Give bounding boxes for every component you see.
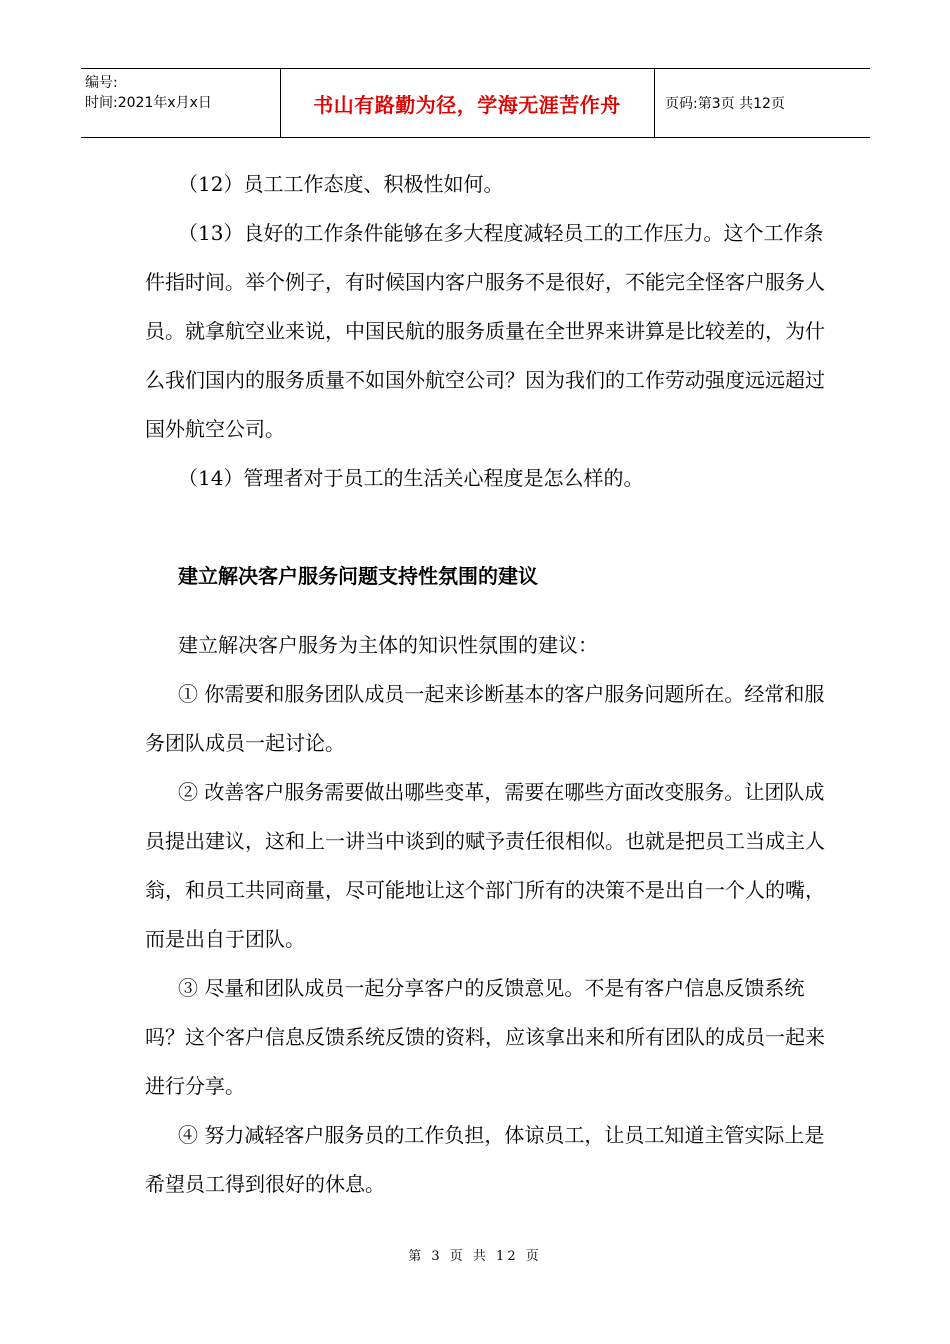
header-meta xyxy=(85,73,212,113)
header-motto: 书山有路勤为径，学海无涯苦作舟 xyxy=(313,92,621,117)
paragraph-14: （14）管理者对于员工的生活关心程度是怎么样的。 xyxy=(178,466,644,490)
suggestion-item-4: ④ 努力减轻客户服务员的工作负担，体谅员工，让员工知道主管实际上是希望员工得到很好的休息。 xyxy=(145,1123,825,1196)
document-number-label: 编号: xyxy=(85,75,118,91)
suggestion-item-1: ① 你需要和服务团队成员一起来诊断基本的客户服务问题所在。经常和服务团队成员一起讨论。 xyxy=(145,682,825,755)
section-heading: 建立解决客户服务问题支持性氛围的建议 xyxy=(178,564,538,588)
section-intro: 建立解决客户服务为主体的知识性氛围的建议： xyxy=(178,633,598,657)
header-page-number: 页码:第3页 共12页 xyxy=(665,96,785,112)
page-footer: 第 3 页 共 12 页 xyxy=(408,1249,542,1264)
paragraph-12: （12）员工工作态度、积极性如何。 xyxy=(178,172,504,196)
suggestion-item-3: ③ 尽量和团队成员一起分享客户的反馈意见。不是有客户信息反馈系统吗？这个客户信息反馈系统反馈的资料，应该拿出来和所有团队的成员一起来进行分享。 xyxy=(145,976,825,1098)
document-header xyxy=(81,68,870,138)
paragraph-13: （13）良好的工作条件能够在多大程度减轻员工的工作压力。这个工作条件指时间。举个例子，有时候国内客户服务不是很好，不能完全怪客户服务人员。就拿航空业来说，中国民航的服务质量在全世界来讲算是比较差的，为什么我们国内的服务质量不如国外航空公司？因为我们的工作劳动强度远远超过国外航空公司。 xyxy=(145,221,825,441)
document-time-label: 时间:2021年x月x日 xyxy=(85,95,212,111)
header-divider xyxy=(654,69,655,137)
document-body xyxy=(145,160,825,1209)
suggestion-item-2: ② 改善客户服务需要做出哪些变革，需要在哪些方面改变服务。让团队成员提出建议，这和上一讲当中谈到的赋予责任很相似。也就是把员工当成主人翁，和员工共同商量，尽可能地让这个部门所有的决策不是出自一个人的嘴，而是出自于团队。 xyxy=(145,780,825,951)
